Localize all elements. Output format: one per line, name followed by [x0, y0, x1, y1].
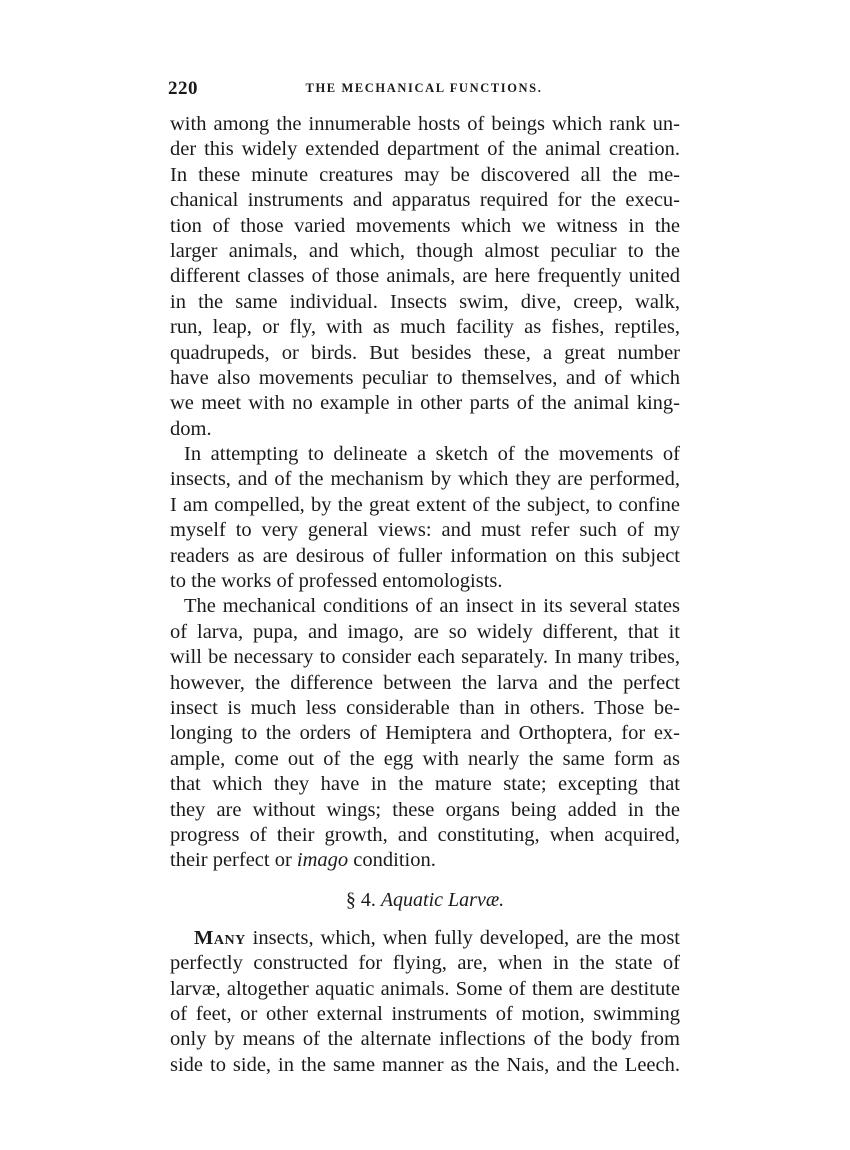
text-line: der this widely extended department of the animal creation.	[170, 138, 680, 161]
section-symbol: § 4.	[345, 888, 376, 911]
text-line: we meet with no example in other parts of the animal king-	[170, 392, 680, 415]
text-line: larger animals, and which, though almost peculiar to the	[170, 239, 680, 262]
text-line: of feet, or other external instruments of motion, swimming	[170, 1002, 680, 1025]
text-line-first	[170, 926, 680, 951]
text-line: perfectly constructed for flying, are, when in the state of	[170, 952, 680, 975]
text-line-last	[170, 848, 680, 873]
text-fragment: condition.	[348, 849, 436, 872]
text-line: only by means of the alternate inflections of the body from	[170, 1028, 680, 1051]
text-fragment: their perfect or	[170, 849, 297, 872]
text-line: insect is much less considerable than in others. Those be-	[170, 696, 680, 719]
body-text	[170, 112, 680, 1078]
text-line: run, leap, or fly, with as much facility as fishes, reptiles,	[170, 316, 680, 339]
running-head	[168, 78, 680, 100]
text-line: progress of their growth, and constituting, when acquired,	[170, 823, 680, 846]
text-line: ample, come out of the egg with nearly the same form as	[170, 747, 680, 770]
text-line: of larva, pupa, and imago, are so widely different, that it	[170, 620, 680, 643]
text-line: with among the innumerable hosts of beings which rank un-	[170, 113, 680, 135]
text-line: that which they have in the mature state; excepting that	[170, 773, 680, 796]
text-line: chanical instruments and apparatus required for the execu-	[170, 189, 680, 212]
italic-term: imago	[296, 849, 349, 872]
paragraph-4	[170, 926, 680, 1078]
running-title: THE MECHANICAL FUNCTIONS.	[305, 81, 543, 95]
text-line: have also movements peculiar to themselves, and of which	[170, 366, 680, 389]
section-title: Aquatic Larvæ.	[380, 888, 505, 911]
text-line: to the works of professed entomologists.	[170, 570, 503, 593]
text-line: quadrupeds, or birds. But besides these, a great number	[170, 341, 680, 364]
text-line: they are without wings; these organs being added in the	[170, 798, 680, 821]
text-line: different classes of those animals, are here frequently united	[170, 265, 680, 288]
paragraph-3	[170, 594, 680, 873]
paragraph-2	[170, 442, 680, 594]
text-line: I am compelled, by the great extent of the subject, to confine	[170, 493, 680, 516]
page-number: 220	[168, 78, 198, 99]
text-line: readers as are desirous of fuller information on this subject	[170, 544, 680, 567]
text-line: insects, and of the mechanism by which they are performed,	[170, 468, 680, 491]
text-line: however, the difference between the larva and the perfect	[170, 671, 680, 694]
text-line: In attempting to delineate a sketch of the movements of	[184, 443, 680, 466]
text-line: dom.	[170, 417, 212, 440]
text-fragment: insects, which, when fully developed, are the most	[245, 926, 680, 949]
text-line: in the same individual. Insects swim, dive, creep, walk,	[170, 290, 680, 313]
section-heading	[170, 880, 680, 920]
lead-word: Many	[194, 926, 246, 949]
text-line: side to side, in the same manner as the Nais, and the Leech.	[170, 1053, 680, 1076]
paragraph-1	[170, 112, 680, 442]
text-line: tion of those varied movements which we witness in the	[170, 214, 680, 237]
text-line: will be necessary to consider each separately. In many tribes,	[170, 646, 680, 669]
text-line: In these minute creatures may be discovered all the me-	[170, 163, 680, 186]
text-line: longing to the orders of Hemiptera and Orthoptera, for ex-	[170, 722, 680, 745]
text-line: larvæ, altogether aquatic animals. Some of them are destitute	[170, 977, 680, 1000]
text-line: myself to very general views: and must refer such of my	[170, 519, 680, 542]
text-line: The mechanical conditions of an insect in its several states	[184, 595, 680, 618]
